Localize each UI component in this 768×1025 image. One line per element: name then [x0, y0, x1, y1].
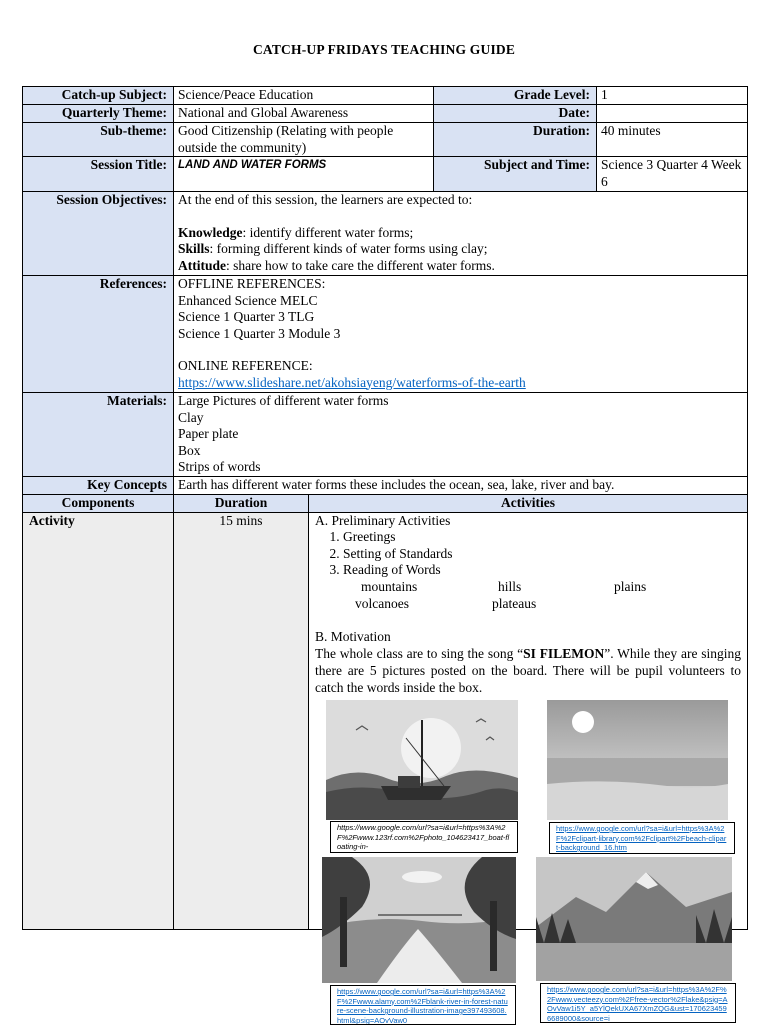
section-b-heading: B. Motivation [315, 628, 391, 644]
objectives-content [174, 192, 748, 276]
skills-label: Skills [178, 241, 210, 256]
objectives-label: Session Objectives: [23, 192, 174, 276]
beach-picture [547, 700, 728, 820]
section-a-heading: A. Preliminary Activities [315, 512, 451, 528]
date-label: Date: [434, 105, 597, 123]
theme-value: National and Global Awareness [174, 105, 434, 123]
skills-text: : forming different kinds of water forms using clay; [209, 241, 488, 256]
attitude-line [178, 258, 743, 275]
offline-heading: OFFLINE REFERENCES: [178, 276, 326, 291]
skills-line [178, 241, 743, 258]
activity-component: Activity [23, 512, 174, 929]
word-item: plains [614, 578, 647, 594]
material-item: Paper plate [178, 426, 239, 441]
material-item: Strips of words [178, 459, 261, 474]
word-item: hills [498, 578, 522, 594]
knowledge-line [178, 225, 743, 242]
references-content [174, 276, 748, 393]
date-value [597, 105, 748, 123]
word-item: plateaus [492, 595, 537, 611]
key-concepts-text: Earth has different water forms these includes the ocean, sea, lake, river and bay. [174, 477, 748, 495]
river-picture-caption[interactable]: https://www.google.com/url?sa=i&url=https%3A%2F%2Fwww.alamy.com%2Fblank-river-in-forest-nature-scene-background-illustration-image397493608.html&psig=AOvVaw0 [330, 985, 516, 1025]
subject-value: Science/Peace Education [174, 87, 434, 105]
theme-label: Quarterly Theme: [23, 105, 174, 123]
online-heading: ONLINE REFERENCE: [178, 358, 313, 373]
beach-picture-caption[interactable]: https://www.google.com/url?sa=i&url=https%3A%2F%2Fclipart-library.com%2Fclipart%2Fbeach-clipart-background_16.htm [549, 822, 735, 854]
grade-value: 1 [597, 87, 748, 105]
song-title: SI FILEMON [523, 646, 605, 661]
words-row-1 [315, 579, 741, 596]
activities-header: Activities [309, 495, 748, 513]
objectives-intro: At the end of this session, the learners are expected to: [178, 192, 473, 207]
step-item: 2. Setting of Standards [343, 546, 741, 563]
word-item: volcanoes [355, 595, 409, 611]
preliminary-steps [315, 529, 741, 579]
subtheme-label: Sub-theme: [23, 123, 174, 157]
key-concepts-label: Key Concepts [23, 477, 174, 495]
words-row-2 [315, 596, 741, 613]
attitude-label: Attitude [178, 257, 226, 273]
knowledge-label: Knowledge [178, 224, 243, 240]
material-item: Large Pictures of different water forms [178, 393, 389, 408]
duration-label: Duration: [434, 123, 597, 157]
grade-label: Grade Level: [434, 87, 597, 105]
boat-picture [326, 700, 518, 820]
subtheme-value: Good Citizenship (Relating with people outside the community) [174, 123, 434, 157]
material-item: Clay [178, 409, 204, 425]
lake-picture-caption[interactable]: https://www.google.com/url?sa=i&url=https%3A%2F%2Fwww.vecteezy.com%2Ffree-vector%2Flake&psig=AOvVaw1i5Y_a5YlQekUXA67XmZQG&ust=1706234596689000&source=i [540, 983, 736, 1023]
subject-time-value: Science 3 Quarter 4 Week 6 [597, 157, 748, 192]
materials-label: Materials: [23, 393, 174, 477]
word-item: mountains [361, 578, 418, 594]
attitude-text: : share how to take care the different water forms. [226, 257, 495, 273]
session-title-label: Session Title: [23, 157, 174, 192]
references-label: References: [23, 276, 174, 393]
duration-header: Duration [174, 495, 309, 513]
river-picture [322, 857, 516, 983]
step-item: 3. Reading of Words [343, 562, 741, 579]
subject-label: Catch-up Subject: [23, 87, 174, 105]
offline-item: Enhanced Science MELC [178, 292, 318, 308]
materials-content [174, 393, 748, 477]
material-item: Box [178, 442, 201, 458]
offline-item: Science 1 Quarter 3 Module 3 [178, 325, 341, 341]
boat-picture-caption: https://www.google.com/url?sa=i&url=https%3A%2F%2Fwww.123rf.com%2Fphoto_104623417_boat-floating-in- [330, 821, 518, 853]
offline-item: Science 1 Quarter 3 TLG [178, 309, 315, 324]
activity-duration: 15 mins [174, 512, 309, 929]
page-title: CATCH-UP FRIDAYS TEACHING GUIDE [252, 42, 516, 57]
online-reference-link[interactable]: https://www.slideshare.net/akohsiayeng/waterforms-of-the-earth [178, 374, 526, 390]
motivation-text: The whole class are to sing the song “SI FILEMON”. While they are singing there are 5 pictures posted on the board. There will be pupil volunteers to catch the words inside the box. [315, 646, 742, 695]
components-header: Components [23, 495, 174, 513]
lake-picture [536, 857, 732, 981]
knowledge-text: : identify different water forms; [242, 224, 414, 240]
session-title-value: LAND AND WATER FORMS [174, 157, 434, 192]
duration-value: 40 minutes [597, 123, 748, 157]
subject-time-label: Subject and Time: [434, 157, 597, 192]
step-item: 1. Greetings [343, 529, 741, 546]
